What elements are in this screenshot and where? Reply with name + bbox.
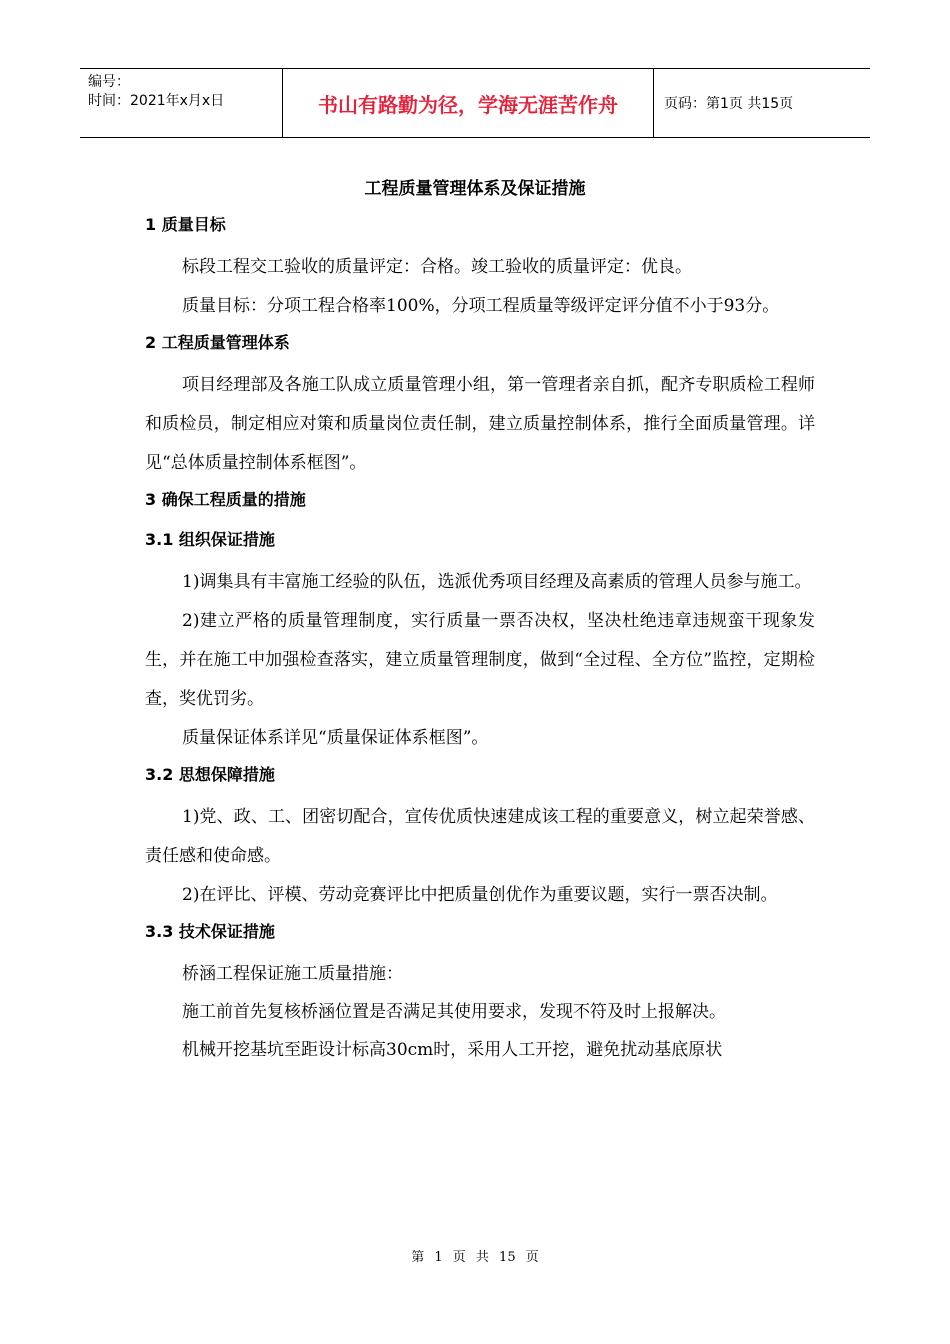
paragraph: 施工前首先复核桥涵位置是否满足其使用要求，发现不符及时上报解决。 (182, 1002, 726, 1022)
header-table (80, 68, 870, 138)
paragraph: 2)在评比、评模、劳动竞赛评比中把质量创优作为重要议题，实行一票否决制。 (182, 885, 778, 905)
paragraph: 桥涵工程保证施工质量措施： (182, 964, 403, 984)
doc-number-label: 编号： (88, 74, 130, 90)
paragraph: 1)调集具有丰富施工经验的队伍，选派优秀项目经理及高素质的管理人员参与施工。 (182, 572, 812, 592)
document-body (145, 208, 815, 1069)
paragraph: 2)建立严格的质量管理制度，实行质量一票否决权，坚决杜绝违章违规蛮干现象发生，并在施工中加强检查落实，建立质量管理制度，做到“全过程、全方位”监控，定期检查，奖优罚劣。 (145, 611, 815, 709)
section-heading-3: 3 确保工程质量的措施 (145, 490, 306, 509)
doc-date-label: 时间：2021年x月x日 (88, 93, 225, 109)
document-title: 工程质量管理体系及保证措施 (364, 179, 586, 199)
paragraph: 机械开挖基坑至距设计标高30cm时，采用人工开挖，避免扰动基底原状 (182, 1040, 723, 1060)
paragraph: 质量目标：分项工程合格率100%，分项工程质量等级评定评分值不小于93分。 (182, 296, 780, 316)
paragraph: 1)党、政、工、团密切配合，宣传优质快速建成该工程的重要意义，树立起荣誉感、责任感和使命感。 (145, 807, 815, 866)
paragraph: 项目经理部及各施工队成立质量管理小组，第一管理者亲自抓，配齐专职质检工程师和质检员，制定相应对策和质量岗位责任制，建立质量控制体系，推行全面质量管理。详见“总体质量控制体系框图”。 (145, 375, 815, 473)
header-meta (80, 69, 282, 137)
header-motto: 书山有路勤为径，学海无涯苦作舟 (282, 69, 654, 137)
page-footer: 第 1 页 共 15 页 (411, 1250, 539, 1265)
section-heading-3-2: 3.2 思想保障措施 (145, 765, 275, 784)
section-heading-3-3: 3.3 技术保证措施 (145, 922, 275, 941)
section-heading-2: 2 工程质量管理体系 (145, 333, 290, 352)
section-heading-3-1: 3.1 组织保证措施 (145, 530, 275, 549)
header-page-info: 页码：第1页 共15页 (664, 96, 794, 112)
paragraph: 质量保证体系详见“质量保证体系框图”。 (182, 728, 489, 748)
section-heading-1: 1 质量目标 (145, 215, 226, 234)
paragraph: 标段工程交工验收的质量评定：合格。竣工验收的质量评定：优良。 (182, 257, 692, 277)
